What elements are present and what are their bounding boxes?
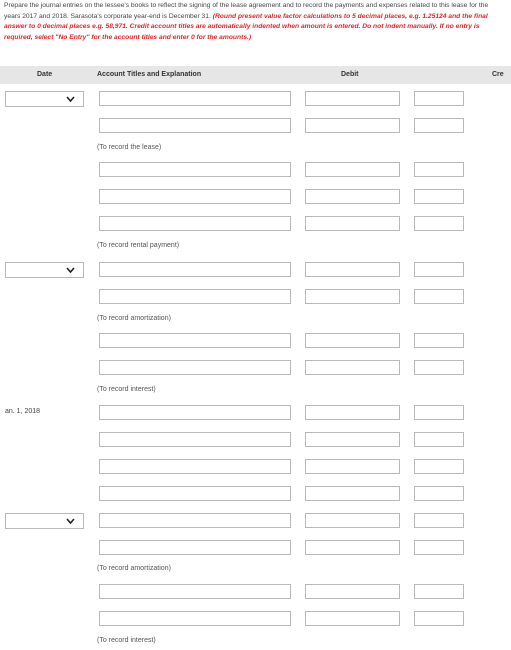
account-title-field[interactable] <box>99 289 291 304</box>
entry-caption-interest: (To record interest) <box>97 637 156 644</box>
debit-amount-field[interactable] <box>305 162 400 177</box>
chevron-down-icon <box>66 515 75 527</box>
credit-amount-field[interactable] <box>414 162 464 177</box>
entry-caption-interest: (To record interest) <box>97 386 156 393</box>
debit-amount-field[interactable] <box>305 432 400 447</box>
account-title-field[interactable] <box>99 513 291 528</box>
debit-amount-field[interactable] <box>305 459 400 474</box>
debit-amount-field[interactable] <box>305 289 400 304</box>
account-title-field[interactable] <box>99 118 291 133</box>
debit-amount-field[interactable] <box>305 540 400 555</box>
account-title-field[interactable] <box>99 611 291 626</box>
debit-amount-field[interactable] <box>305 262 400 277</box>
credit-amount-field[interactable] <box>414 118 464 133</box>
credit-amount-field[interactable] <box>414 189 464 204</box>
date-select[interactable] <box>5 513 84 529</box>
debit-amount-field[interactable] <box>305 611 400 626</box>
date-select[interactable] <box>5 262 84 278</box>
account-title-field[interactable] <box>99 262 291 277</box>
credit-amount-field[interactable] <box>414 262 464 277</box>
account-title-field[interactable] <box>99 360 291 375</box>
debit-amount-field[interactable] <box>305 584 400 599</box>
debit-amount-field[interactable] <box>305 333 400 348</box>
account-column-header: Account Titles and Explanation <box>97 71 202 78</box>
chevron-down-icon <box>66 264 75 276</box>
chevron-down-icon <box>66 93 75 105</box>
debit-column-header: Debit <box>341 71 359 78</box>
instructions-main: Prepare the journal entries on the lessee's books to reflect the signing of the lease agreement and to record the payments and expenses related to this lease for the years 2017 and 2018. Sarasota's corporate year-end is December 31. <box>4 2 489 20</box>
credit-amount-field[interactable] <box>414 540 464 555</box>
account-title-field[interactable] <box>99 91 291 106</box>
account-title-field[interactable] <box>99 584 291 599</box>
credit-amount-field[interactable] <box>414 360 464 375</box>
debit-amount-field[interactable] <box>305 118 400 133</box>
entry-caption-lease: (To record the lease) <box>97 144 162 151</box>
credit-column-header: Cre <box>492 71 504 78</box>
debit-amount-field[interactable] <box>305 360 400 375</box>
account-title-field[interactable] <box>99 216 291 231</box>
account-title-field[interactable] <box>99 333 291 348</box>
instructions-rounding-note: (Round present value factor calculations to 5 decimal places, e.g. 1.25124 and the final answer to 0 decimal places e.g. 58,971. Credit account titles are automatically indented when amount is entered. Do not indent manually. If no entry is required, select "No Entry" for the account titles and enter 0 for the amounts.) <box>4 12 488 41</box>
credit-amount-field[interactable] <box>414 216 464 231</box>
account-title-field[interactable] <box>99 432 291 447</box>
debit-amount-field[interactable] <box>305 486 400 501</box>
entry-date-label: an. 1, 2018 <box>5 408 41 415</box>
account-title-field[interactable] <box>99 540 291 555</box>
account-title-field[interactable] <box>99 162 291 177</box>
credit-amount-field[interactable] <box>414 611 464 626</box>
entry-caption-amortization: (To record amortization) <box>97 315 171 322</box>
instructions-text <box>4 1 504 43</box>
debit-amount-field[interactable] <box>305 216 400 231</box>
credit-amount-field[interactable] <box>414 584 464 599</box>
credit-amount-field[interactable] <box>414 405 464 420</box>
entry-caption-rental-payment: (To record rental payment) <box>97 242 180 249</box>
credit-amount-field[interactable] <box>414 333 464 348</box>
debit-amount-field[interactable] <box>305 513 400 528</box>
journal-table-header <box>0 66 511 84</box>
account-title-field[interactable] <box>99 486 291 501</box>
account-title-field[interactable] <box>99 459 291 474</box>
debit-amount-field[interactable] <box>305 405 400 420</box>
date-select[interactable] <box>5 91 84 107</box>
credit-amount-field[interactable] <box>414 289 464 304</box>
credit-amount-field[interactable] <box>414 513 464 528</box>
credit-amount-field[interactable] <box>414 91 464 106</box>
entry-caption-amortization: (To record amortization) <box>97 565 171 572</box>
credit-amount-field[interactable] <box>414 459 464 474</box>
date-column-header: Date <box>37 71 53 78</box>
debit-amount-field[interactable] <box>305 189 400 204</box>
credit-amount-field[interactable] <box>414 432 464 447</box>
account-title-field[interactable] <box>99 405 291 420</box>
debit-amount-field[interactable] <box>305 91 400 106</box>
credit-amount-field[interactable] <box>414 486 464 501</box>
account-title-field[interactable] <box>99 189 291 204</box>
